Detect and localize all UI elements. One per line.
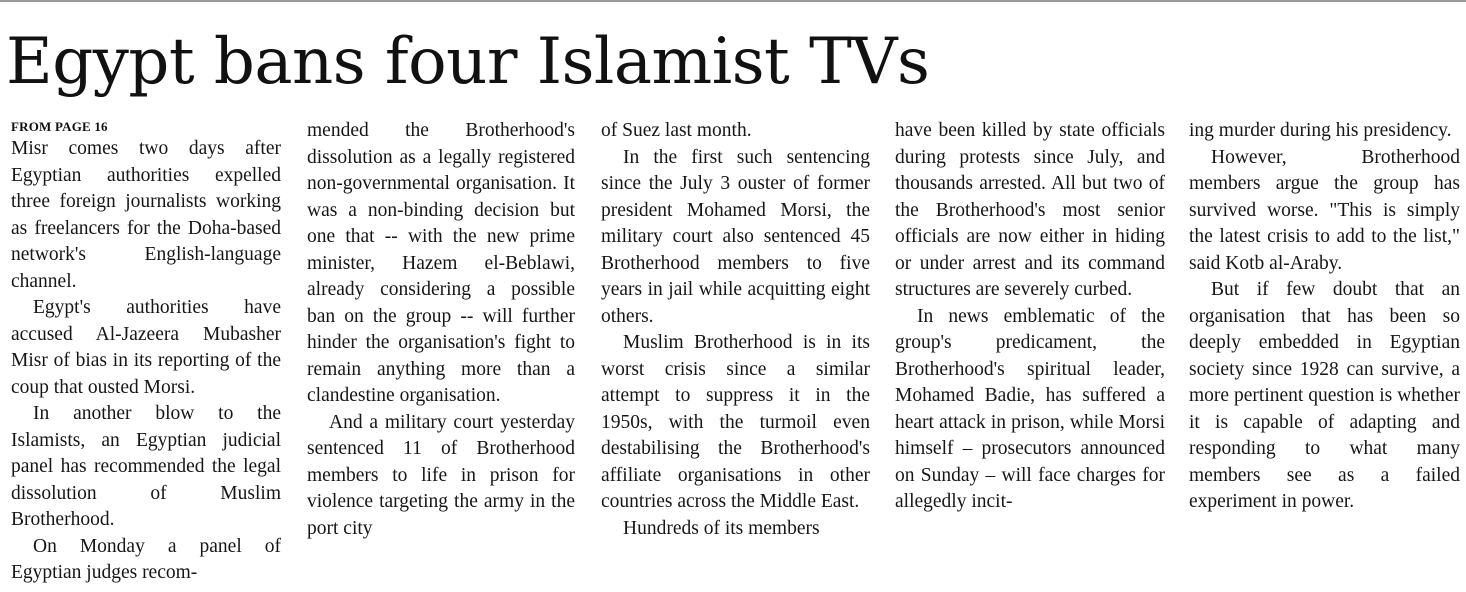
article-column-5 <box>1189 118 1460 592</box>
article-column-2 <box>307 118 575 592</box>
paragraph: Muslim Brotherhood is in its worst crisis since a similar attempt to suppress it in the 1950s, with the turmoil even destabilising the Brotherhood's affiliate organisations in other countries across the Middle East. <box>601 332 870 512</box>
paragraph: ing murder during his presidency. <box>1189 120 1452 141</box>
paragraph: Misr comes two days after Egyptian authorities expelled three foreign journalists working as freelancers for the Doha-based network's English-language channel. <box>11 138 281 292</box>
paragraph: On Monday a panel of Egyptian judges recom- <box>11 535 281 583</box>
kicker-from-page: FROM PAGE 16 <box>11 119 108 134</box>
paragraph: Hundreds of its members <box>623 517 820 539</box>
paragraph: Egypt's authorities have accused Al-Jazeera Mubasher Misr of bias in its reporting of the coup that ousted Morsi. <box>11 297 281 398</box>
paragraph: of Suez last month. <box>601 120 752 141</box>
paragraph: In the first such sentencing since the July 3 ouster of former president Mohamed Morsi, the military court also sentenced 45 Brotherhood members to five years in jail while acquitting eight others. <box>601 146 870 327</box>
article-column-1 <box>11 118 281 592</box>
paragraph: But if few doubt that an organisation that has been so deeply embedded in Egyptian society since 1928 can survive, a more pertinent question is whether it is capable of adapting and responding to what many members see as a failed experiment in power. <box>1189 279 1460 512</box>
article-column-3 <box>601 118 870 592</box>
paragraph: In news emblematic of the group's predicament, the Brotherhood's spiritual leader, Mohamed Badie, has suffered a heart attack in prison, while Morsi himself – prosecutors announced on Sunday – will face charges for allegedly incit- <box>895 305 1165 512</box>
paragraph: However, Brotherhood members argue the group has survived worse. "This is simply the latest crisis to add to the list," said Kotb al-Araby. <box>1189 146 1460 274</box>
paragraph: And a military court yesterday sentenced 11 of Brotherhood members to life in prison for violence targeting the army in the port city <box>307 411 575 539</box>
top-rule <box>0 0 1466 2</box>
paragraph: mended the Brotherhood's dissolution as a legally registered non-governmental organisation. It was a non-binding decision but one that -- with the new prime minister, Hazem el-Beblawi, already considering a possible ban on the group -- will further hinder the organisation's fight to remain anything more than a clandestine organisation. <box>307 120 575 406</box>
article-column-4 <box>895 118 1165 592</box>
headline: Egypt bans four Islamist TVs <box>6 25 930 99</box>
paragraph: In another blow to the Islamists, an Egyptian judicial panel has recommended the legal dissolution of Muslim Brotherhood. <box>11 403 281 530</box>
paragraph: have been killed by state officials during protests since July, and thousands arrested. All but two of the Brotherhood's most senior officials are now either in hiding or under arrest and its command structures are severely curbed. <box>895 120 1165 300</box>
